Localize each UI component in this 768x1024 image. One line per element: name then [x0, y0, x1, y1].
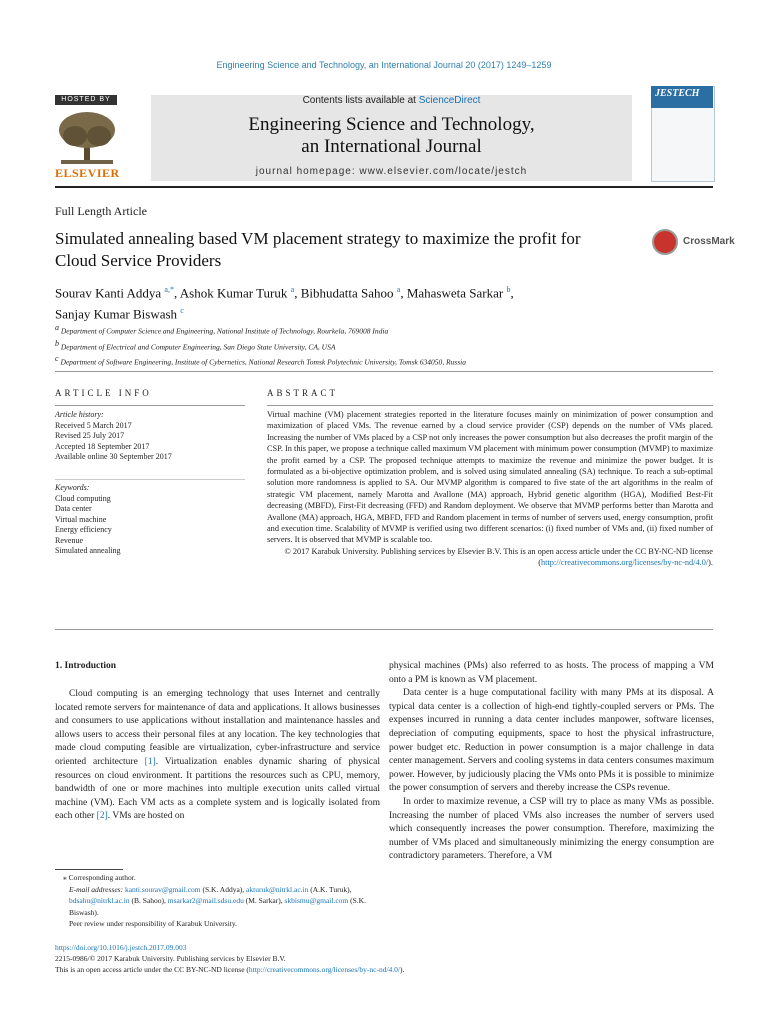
email-owner: (B. Sahoo),	[129, 896, 168, 905]
author-name[interactable]: Sourav Kanti Addya	[55, 285, 162, 301]
contents-prefix: Contents lists available at	[302, 95, 419, 106]
peer-review-note: Peer review under responsibility of Karabuk University.	[69, 919, 238, 928]
paragraph	[55, 688, 380, 824]
keyword-item: Cloud computing	[55, 493, 111, 503]
author-name[interactable]: Mahasweta Sarkar	[406, 285, 504, 301]
corresponding-note: ⁎ Corresponding author.	[63, 873, 136, 882]
copyright-end: ).	[708, 558, 713, 568]
email-owner: (A.K. Turuk),	[308, 884, 352, 894]
history-label: Article history:	[55, 410, 104, 419]
contents-line	[151, 95, 632, 106]
email-link[interactable]: kanti.sourav@gmail.com	[124, 884, 201, 894]
email-addresses	[55, 884, 380, 919]
email-link[interactable]: akturuk@nitrkl.ac.in	[246, 884, 309, 894]
crossmark-label[interactable]: CrossMark	[683, 236, 735, 247]
footnotes	[55, 872, 380, 930]
hosted-by-label: HOSTED BY	[55, 95, 117, 105]
keyword-item: Virtual machine	[55, 514, 107, 524]
affiliation-item	[55, 338, 695, 354]
affil-text: Department of Electrical and Computer Engineering, San Diego State University, CA, USA	[60, 342, 336, 351]
oa-prefix: This is an open access article under the CC BY-NC-ND license (	[55, 965, 249, 974]
keyword-item: Revenue	[55, 535, 83, 545]
article-type: Full Length Article	[55, 204, 147, 218]
affiliation-divider	[55, 371, 713, 372]
email-owner: (S.K. Addya),	[200, 884, 247, 894]
crossmark-icon[interactable]	[652, 229, 678, 255]
paragraph: Data center is a huge computational facility with many PMs at its disposal. A typical data center is a collection of high-end tightly-coupled servers or PMs. The expenses incurred in running a data center includes manpower, software licenses, depreciation of computing equipments, space to host the physical infrastructure, power budget etc. Reduction in power consumption is a major challenge in data center management. Servers and cooling systems in data centers consumes maximum power. However, by judiciously placing the VMs onto PMs it is possible to minimize the power consumption of servers and thereby increase the CSPs revenue.	[389, 688, 714, 794]
abstract-bottom-divider	[55, 629, 713, 630]
paragraph-text: . VMs are hosted on	[107, 811, 185, 822]
article-history	[55, 410, 245, 463]
history-item: Available online 30 September 2017	[55, 452, 172, 461]
author-name[interactable]: Bibhudatta Sahoo	[300, 285, 394, 301]
journal-reference-link[interactable]: Engineering Science and Technology, an International Journal 20 (2017) 1249–1259	[216, 60, 552, 70]
keywords	[55, 483, 245, 557]
affil-sup: c	[55, 354, 59, 363]
abstract-heading: ABSTRACT	[267, 388, 339, 398]
keyword-item: Data center	[55, 504, 92, 513]
journal-title	[151, 114, 632, 158]
email-owner: (M. Sarkar),	[243, 896, 285, 905]
history-item: Accepted 18 September 2017	[55, 441, 150, 451]
affiliation-item	[55, 353, 695, 369]
author-affil-sup[interactable]: a,*	[164, 285, 174, 294]
author-name[interactable]: Ashok Kumar Turuk	[179, 285, 288, 301]
journal-cover-label: JESTECH	[651, 86, 713, 108]
paragraph: physical machines (PMs) also referred to as hosts. The process of mapping a VM onto a PM is known as VM placement.	[389, 661, 714, 685]
affil-sup: b	[55, 338, 59, 348]
history-item: Received 5 March 2017	[55, 420, 132, 430]
citation-link[interactable]: [2]	[96, 811, 108, 822]
email-link[interactable]: skbismu@gmail.com	[284, 896, 349, 905]
history-item: Revised 25 July 2017	[55, 431, 125, 440]
history-divider	[55, 479, 245, 480]
publication-info	[55, 942, 715, 975]
journal-title-line2: an International Journal	[301, 136, 482, 157]
affiliation-item	[55, 322, 695, 338]
affil-text: Department of Computer Science and Engineering, National Institute of Technology, Rourkela, 769008 India	[60, 326, 389, 336]
journal-homepage[interactable]: journal homepage: www.elsevier.com/locate/jestch	[255, 166, 528, 177]
doi-link[interactable]: https://doi.org/10.1016/j.jestch.2017.09.003	[55, 943, 187, 952]
keyword-item: Simulated annealing	[55, 546, 121, 555]
email-link[interactable]: bdsahu@nitrkl.ac.in	[69, 896, 130, 905]
sciencedirect-link[interactable]: ScienceDirect	[418, 95, 481, 106]
abstract-divider	[267, 405, 713, 406]
footnote-divider	[55, 869, 123, 870]
keyword-item: Energy efficiency	[55, 525, 112, 534]
affil-text: Department of Software Engineering, Institute of Cybernetics, National Research Tomsk Polytechnic University, Tomsk 634050, Russia	[60, 357, 466, 367]
author-affil-sup[interactable]: b	[506, 285, 511, 294]
affiliations	[55, 322, 695, 369]
section-heading-introduction: 1. Introduction	[55, 661, 117, 671]
oa-suffix: ).	[399, 965, 405, 974]
body-column-left	[55, 688, 380, 824]
email-link[interactable]: msarkar2@mail.sdsu.edu	[167, 896, 244, 905]
abstract-body	[267, 409, 713, 569]
journal-title-line1: Engineering Science and Technology,	[248, 114, 535, 135]
abstract-text: Virtual machine (VM) placement strategies reported in the literature focuses mainly on minimization of power consumption and maximization of placed VMs. The revenue earned by a cloud service provider (CSP) depends on the number of VMs placed. Increasing the number of VMs placed by a CSP not only increases the power consumption but also decreases the profit margin of the CSP. In this paper, we propose a technique called maximum VM placement with minimum power consumption (MVMP) to maximize the profit earned by a CSP. The proposed technique attempts to maximize the revenue and minimize the power budget. It is formulated as a bi-objective optimization problem, and is solved using simulated annealing (SA) technique. To reach a sub-optimal solution more randomness is applied to SA. Our MVMP algorithm is compared to five state of the art algorithms in the realm of strategic VM placement, namely Marotta and Avallone (MA) approach, Hybrid genetic algorithm (HGA), Modified Best-Fit decreasing (MBFD), First-Fit decreasing (FFD) and Random deployment. We observe that MVMP performs better than Marotta and Avallone (MA) approach, HGA, MBFD, FFD and Random placement in terms of number of servers used, energy consumption, profit and execution time. Scalability of MVMP is verified using two different scenarios: (i) fixed number of VMs and, (ii) fixed number of servers. It is observed that MVMP is scalable too.	[267, 410, 713, 545]
article-title: Simulated annealing based VM placement strategy to maximize the profit for Cloud Service Providers	[55, 229, 581, 270]
paragraph-text: . Virtualization enables dynamic sharing of physical resources on cloud environment. It partitions the resources such as CPU, memory, bandwidth of one or more machines into multiple execution units called virtual machine (VM). Each VM acts as a complete system and is logically isolated from each other	[55, 756, 380, 822]
affil-sup: a	[55, 323, 59, 332]
open-access-line	[55, 964, 715, 975]
article-info-heading: ARTICLE INFO	[55, 388, 152, 398]
article-info-divider	[55, 405, 245, 406]
author-affil-sup[interactable]: c	[180, 306, 184, 316]
oa-license-link[interactable]: http://creativecommons.org/licenses/by-nc-nd/4.0/	[248, 965, 400, 974]
paragraph-text: Cloud computing is an emerging technology that uses Internet and centrally located remote servers for maintenance of data and applications. It allows businesses and consumers to use applications without installation and maintenance hassles and allows users to access their personal files at any location. The key technologies that made cloud computing feasible are virtualization, cyber-infrastructure and service oriented architecture	[55, 689, 380, 767]
keywords-label: Keywords:	[55, 483, 90, 492]
issn-line: 2215-0986/© 2017 Karabuk University. Publishing services by Elsevier B.V.	[55, 954, 286, 963]
paragraph: In order to maximize revenue, a CSP will try to place as many VMs as possible. Increasing the number of placed VMs also increases the number of servers used which consequently increases the power consumption. Therefore, maximizing the number of VMs placed and simultaneously minimizing the energy consumption are contradictory parameters. Therefore, a VM	[389, 796, 714, 862]
copyright-text: © 2017 Karabuk University. Publishing services by Elsevier B.V. This is an open access article under the CC BY-NC-ND license (	[284, 546, 713, 568]
author-name[interactable]: Sanjay Kumar Biswash	[55, 306, 178, 322]
email-owner: (S.K. Biswash).	[69, 896, 366, 917]
author-affil-sup[interactable]: a	[396, 285, 401, 294]
citation-link[interactable]: [1]	[144, 756, 156, 767]
elsevier-wordmark: ELSEVIER	[55, 166, 120, 180]
header-divider	[55, 186, 713, 188]
author-affil-sup[interactable]: a	[290, 285, 295, 294]
author-list: Sourav Kanti Addya $^{a,*}$, Ashok Kumar Turuk $^a$, Bibhudatta Sahoo $^a$, Mahasweta Sarkar $^b$, Sanjay Kumar Biswash $^c$	[55, 285, 514, 322]
body-column-right	[389, 660, 714, 864]
abstract-copyright	[267, 546, 713, 569]
email-label: E-mail addresses:	[69, 884, 125, 894]
license-link[interactable]: http://creativecommons.org/licenses/by-nc-nd/4.0/	[541, 558, 709, 568]
